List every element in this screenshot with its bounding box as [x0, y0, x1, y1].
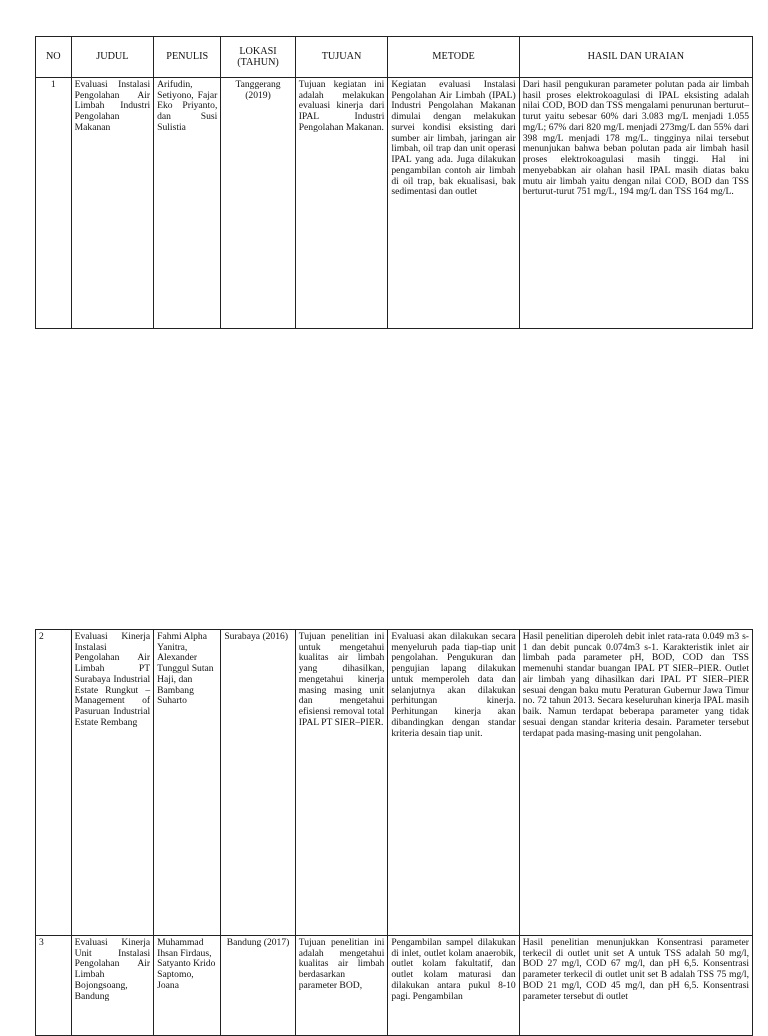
literature-table-top — [35, 36, 753, 329]
row-metode: Pengambilan sampel dilakukan di inlet, outlet kolam anaerobik, outlet kolam fakultatif, dan outlet kolam maturasi dan dilakukan antara pukul 8-10 pagi. Pengambilan — [388, 936, 519, 1036]
row-lokasi: Tanggerang (2019) — [221, 78, 295, 329]
row-penulis: Arifudin, Setiyono, Fajar Eko Priyanto, dan Susi Sulistia — [154, 78, 221, 329]
header-no: NO — [36, 37, 72, 78]
table-row — [36, 630, 753, 936]
header-tujuan: TUJUAN — [295, 37, 388, 78]
row-lokasi: Bandung (2017) — [221, 936, 295, 1036]
row-number: 3 — [36, 936, 72, 1036]
row-judul: Evaluasi Kinerja Instalasi Pengolahan Air Limbah PT Surabaya Industrial Estate Rungkut – Management of Pasuruan Industrial Estate Rembang — [71, 630, 153, 936]
row-lokasi: Surabaya (2016) — [221, 630, 295, 936]
row-tujuan: Tujuan penelitian ini untuk mengetahui kualitas air limbah yang dihasilkan, mengetahui kinerja masing masing unit dan mengetahui efisiensi removal total IPAL PT SIER–PIER. — [295, 630, 388, 936]
row-number: 2 — [36, 630, 72, 936]
literature-table-bottom — [35, 629, 753, 1036]
row-judul: Evaluasi Kinerja Unit Instalasi Pengolahan Air Limbah Bojongsoang, Bandung — [71, 936, 153, 1036]
table-row — [36, 936, 753, 1036]
row-hasil: Hasil penelitian menunjukkan Konsentrasi parameter terkecil di outlet unit set A untuk TSS adalah 50 mg/l, BOD 27 mg/l, COD 67 mg/l, dan pH 6,5. Konsentrasi parameter terkecil di outlet unit set B adalah TSS 75 mg/l, BOD 21 mg/l, COD 45 mg/l, dan pH 6,5. Konsentrasi parameter tersebut di outlet — [519, 936, 752, 1036]
row-number: 1 — [36, 78, 72, 329]
row-tujuan: Tujuan penelitian ini adalah mengetahui kualitas air limbah berdasarkan parameter BOD, — [295, 936, 388, 1036]
row-metode: Evaluasi akan dilakukan secara menyeluruh pada tiap-tiap unit pengolahan. Pengukuran dan pengujian lapang dilakukan untuk memperoleh data dan selanjutnya akan dilakukan perhitungan kinerja. Perhitungan kinerja akan dibandingkan dengan standar kriteria desain tiap unit. — [388, 630, 519, 936]
header-hasil: HASIL DAN URAIAN — [519, 37, 752, 78]
row-penulis: Muhammad Ihsan Firdaus, Satyanto Krido Saptomo, Joana — [154, 936, 221, 1036]
row-hasil: Hasil penelitian diperoleh debit inlet rata-rata 0.049 m3 s-1 dan debit puncak 0.074m3 s-1. Karakteristik inlet air limbah pada parameter pH, BOD, COD dan TSS memenuhi standar buangan IPAL PT SIER–PIER. Outlet air limbah yang dihasilkan dari IPAL PT SIER–PIER sesuai dengan baku mutu Peraturan Gubernur Jawa Timur no. 72 tahun 2013. Secara keseluruhan kinerja IPAL masih baik. Namun terdapat beberapa parameter yang tidak sesuai dengan standar kriteria desain. Parameter tersebut terdapat pada masing-masing unit pengolahan. — [519, 630, 752, 936]
row-tujuan: Tujuan kegiatan ini adalah melakukan evaluasi kinerja dari IPAL Industri Pengolahan Makanan. — [295, 78, 388, 329]
row-hasil: Dari hasil pengukuran parameter polutan pada air limbah hasil proses elektrokoagulasi di IPAL eksisting adalah nilai COD, BOD dan TSS mengalami penurunan berturut–turut yaitu sebesar 60% dari 3.083 mg/L menjadi 1.055 mg/L; 67% dari 820 mg/L menjadi 273mg/L dan 55% dari 398 mg/L menjadi 178 mg/L. tingginya nilai tersebut menunjukan bahwa beban polutan pada air limbah hasil proses elektrokoagulasi masih tinggi. Hal ini menyebabkan air olahan hasil IPAL masih diatas baku mutu air limbah yaitu dengan nilai COD, BOD dan TSS berturut-turut 751 mg/L, 194 mg/L dan TSS 164 mg/L. — [519, 78, 752, 329]
row-metode: Kegiatan evaluasi Instalasi Pengolahan Air Limbah (IPAL) Industri Pengolahan Makanan dimulai dengan melakukan survei kondisi eksisting dari sumber air limbah, jaringan air limbah, oil trap dan unit operasi IPAL yang ada. Juga dilakukan pengambilan contoh air limbah di oil trap, bak ekualisasi, bak sedimentasi dan outlet — [388, 78, 519, 329]
header-judul: JUDUL — [71, 37, 153, 78]
row-penulis: Fahmi Alpha Yanitra, Alexander Tunggul Sutan Haji, dan Bambang Suharto — [154, 630, 221, 936]
table-row — [36, 78, 753, 329]
header-penulis: PENULIS — [154, 37, 221, 78]
header-metode: METODE — [388, 37, 519, 78]
row-judul: Evaluasi Instalasi Pengolahan Air Limbah Industri Pengolahan Makanan — [71, 78, 153, 329]
header-lokasi: LOKASI (TAHUN) — [221, 37, 295, 78]
table-header-row — [36, 37, 753, 78]
